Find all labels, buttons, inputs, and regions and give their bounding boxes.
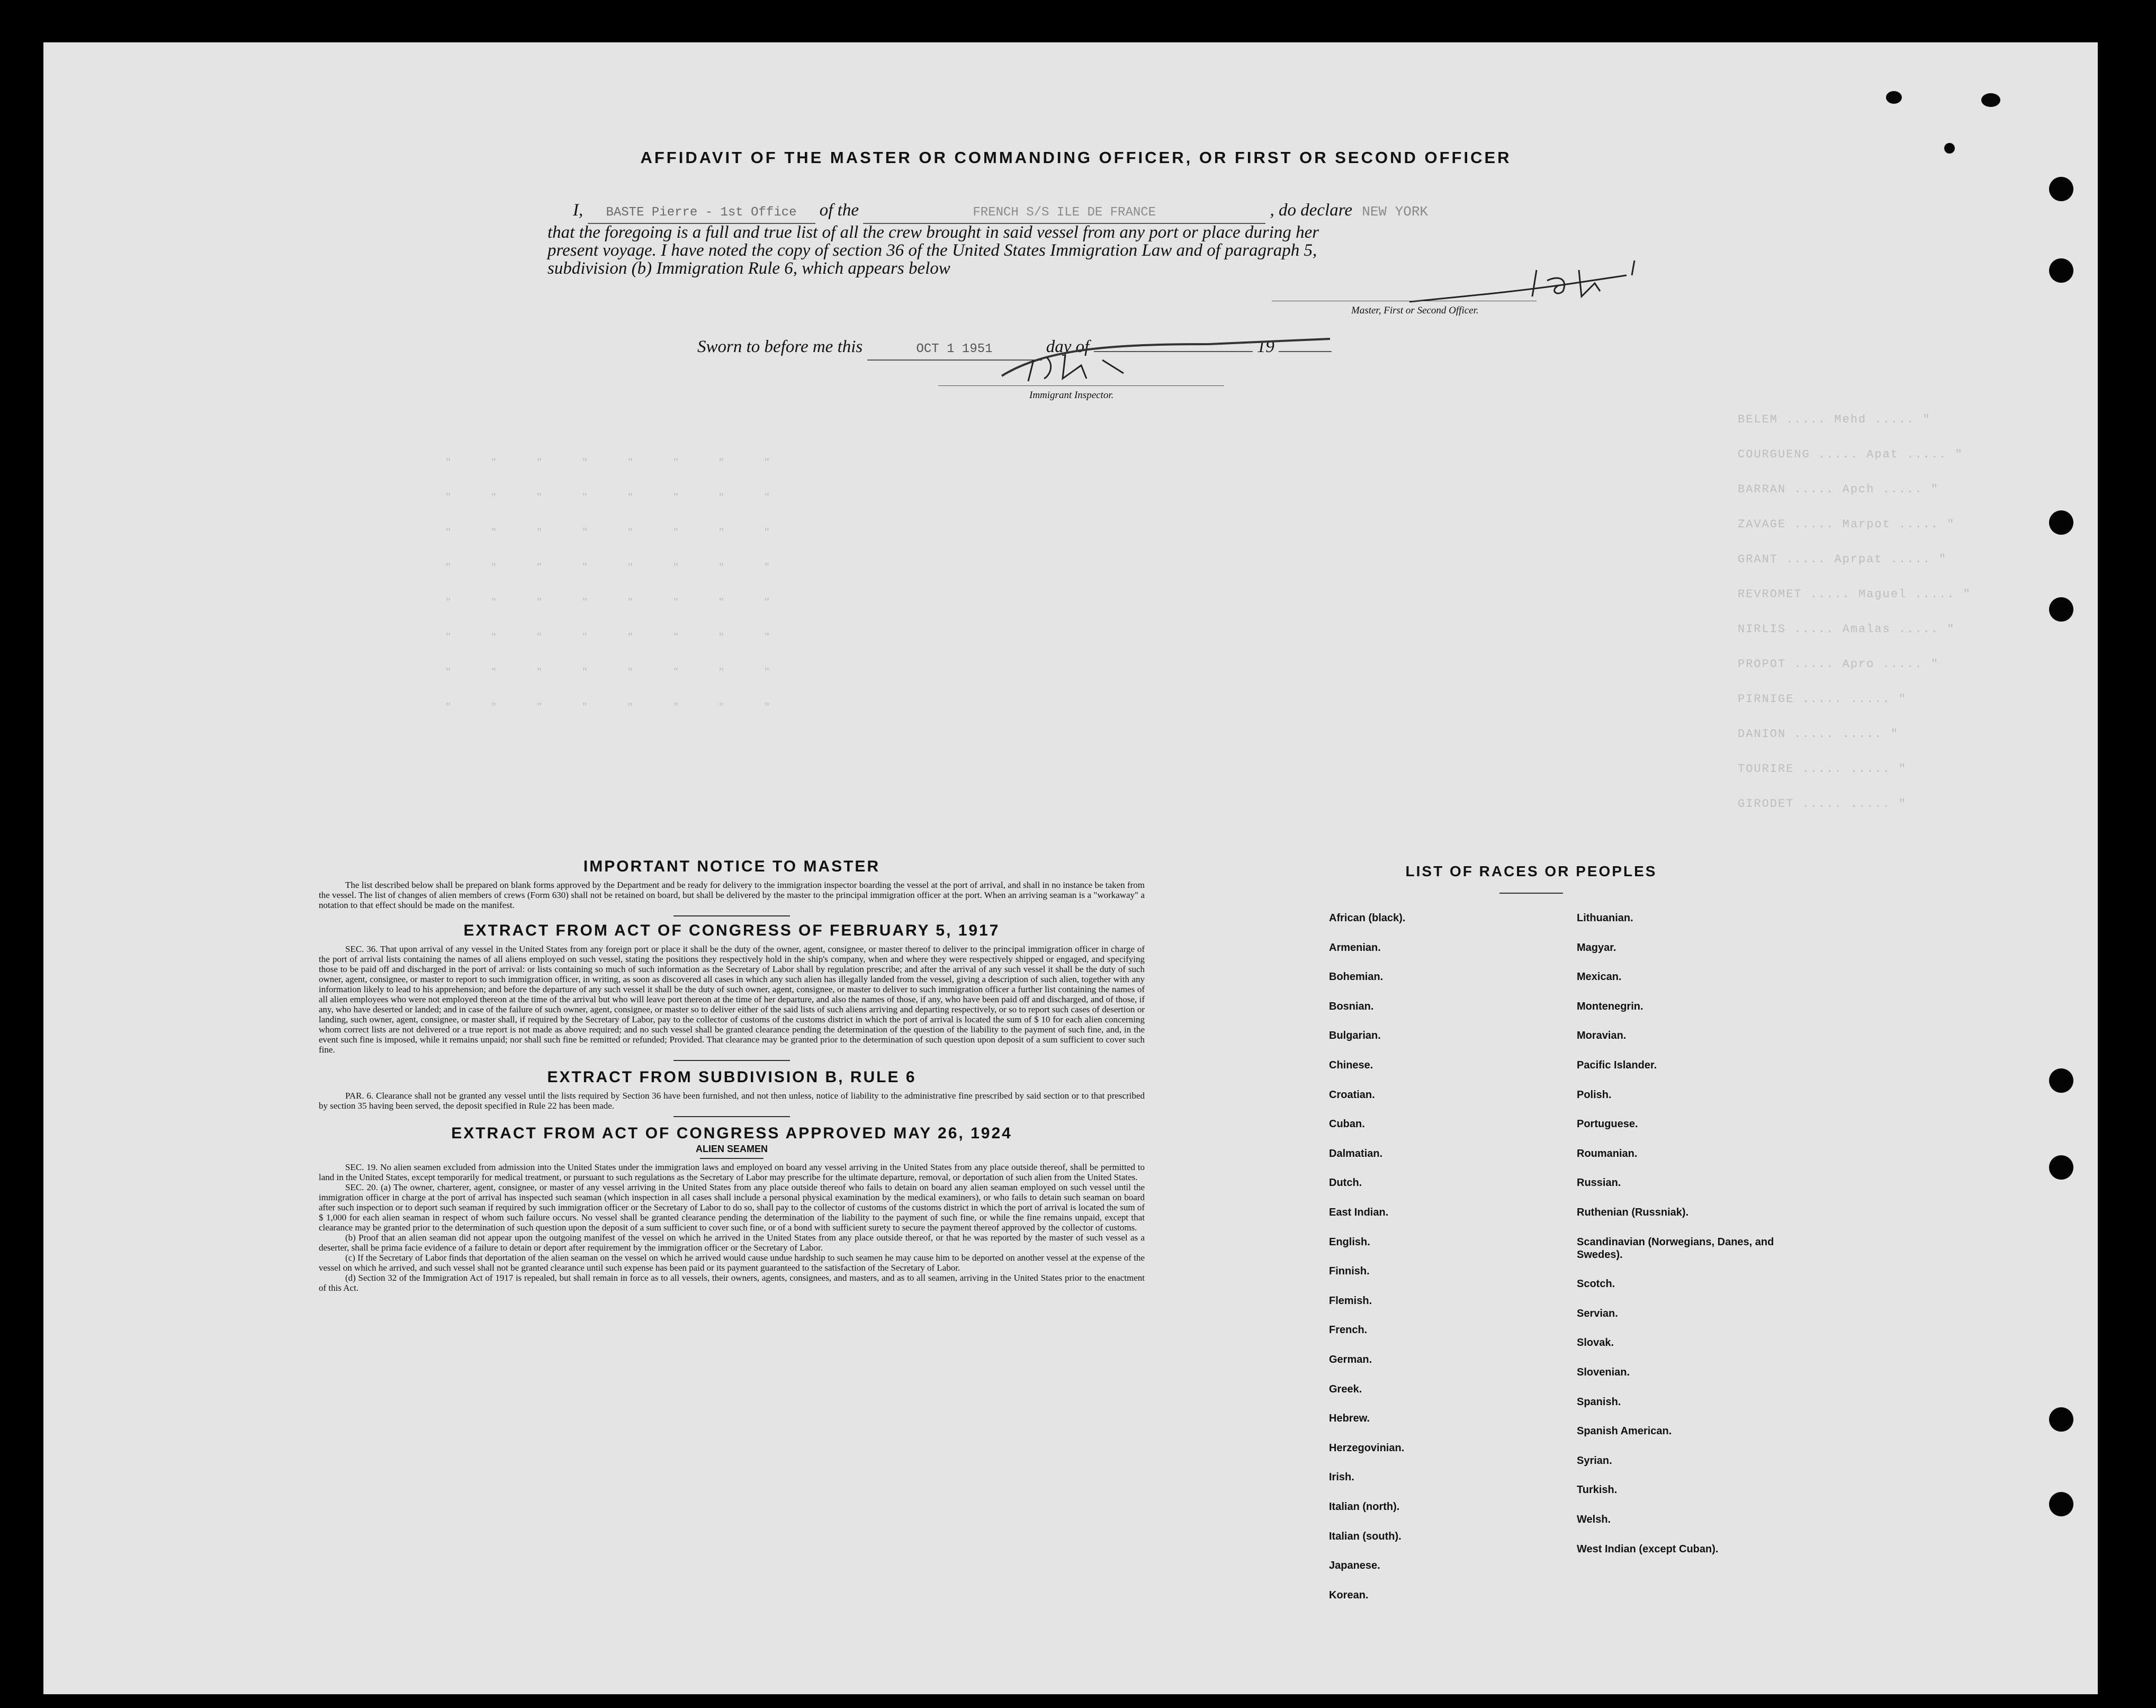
inspector-signature <box>996 328 1357 386</box>
divider <box>673 1116 790 1117</box>
race-item: East Indian. <box>1329 1207 1389 1218</box>
affidavit-line-4: subdivision (b) Immigration Rule 6, which appears below <box>547 259 950 278</box>
race-item: African (black). <box>1329 912 1406 924</box>
vessel-name-typed: FRENCH S/S ILE DE FRANCE <box>863 203 1265 224</box>
sworn-prefix: Sworn to before me this <box>697 337 863 356</box>
race-item: Italian (south). <box>1329 1530 1402 1542</box>
race-item: Slovak. <box>1577 1337 1614 1349</box>
race-item: French. <box>1329 1324 1368 1336</box>
race-item: Welsh. <box>1577 1514 1611 1525</box>
divider <box>673 1060 790 1061</box>
inspector-signature-line <box>938 385 1224 386</box>
subtitle-rule <box>700 1158 763 1159</box>
sworn-day-of: day of <box>1046 337 1090 356</box>
ink-spot <box>1981 93 2000 107</box>
extract-1917-title: EXTRACT FROM ACT OF CONGRESS OF FEBRUARY 5, 1917 <box>463 922 1000 939</box>
sworn-year: 19 <box>1256 337 1274 356</box>
race-item: Chinese. <box>1329 1059 1373 1071</box>
punch-hole <box>2049 1155 2073 1180</box>
race-item: Turkish. <box>1577 1484 1618 1496</box>
race-item: Syrian. <box>1577 1454 1612 1467</box>
race-item: Bosnian. <box>1329 1000 1374 1012</box>
race-item: Irish. <box>1329 1471 1354 1484</box>
bleed-through-text: BELEM ..... Mehd ..... " COURGUENG ..... Apat ..... " BARRAN ..... Apch ..... " ZAVAGE ..... Marpot ..... " GRANT ..... Aprpat ..... " REVROMET ..... Maguel ..... " NIRLIS ..... Amalas ..... " PROPOT ..... Apro ..... " PIRNIGE ..... ..... " DANION ..... ..... " TOURIRE ..... ..... " GIRODET ..... ..... " <box>1738 413 1971 811</box>
ink-spot <box>1944 143 1955 154</box>
race-item: Cuban. <box>1329 1118 1365 1130</box>
affidavit-i: I, <box>573 201 583 220</box>
extract-1924-title: EXTRACT FROM ACT OF CONGRESS APPROVED MAY 26, 1924 <box>451 1125 1012 1142</box>
race-item: Moravian. <box>1577 1030 1627 1042</box>
race-item: Dalmatian. <box>1329 1147 1383 1159</box>
race-item: Portuguese. <box>1577 1118 1638 1130</box>
race-item: Roumanian. <box>1577 1147 1638 1159</box>
race-item: Hebrew. <box>1329 1413 1370 1425</box>
extract-1924-subtitle: ALIEN SEAMEN <box>695 1144 768 1154</box>
race-item: Flemish. <box>1329 1295 1372 1307</box>
faint-column-dots: " " " " " " " " " " " " " " " " " " " " " " " " " " " " " " " " " " " " " " " " " " " " " " " " " " " " " " " " " " " " " " " " <box>446 455 770 713</box>
race-item: Servian. <box>1577 1307 1618 1319</box>
race-item: Lithuanian. <box>1577 912 1633 924</box>
race-item: Scandinavian (Norwegians, Danes, and Swedes). <box>1577 1236 1774 1261</box>
affidavit-line-1 <box>573 200 1685 224</box>
punch-hole <box>2049 1492 2073 1516</box>
race-item: Polish. <box>1577 1089 1612 1101</box>
race-item: Croatian. <box>1329 1089 1375 1101</box>
race-item: Herzegovinian. <box>1329 1442 1405 1454</box>
race-item: English. <box>1329 1236 1370 1248</box>
inspector-label: Immigrant Inspector. <box>1029 390 1114 401</box>
punch-hole <box>2049 510 2073 535</box>
race-item: Bohemian. <box>1329 971 1384 983</box>
punch-hole <box>2049 258 2073 283</box>
punch-hole <box>2049 1068 2073 1093</box>
races-title: LIST OF RACES OR PEOPLES <box>1405 863 1657 879</box>
punch-hole <box>2049 597 2073 622</box>
race-item: Montenegrin. <box>1577 1000 1643 1012</box>
race-item: Greek. <box>1329 1383 1362 1395</box>
extract-1917-body: SEC. 36. That upon arrival of any vessel in the United States from any foreign port or place it shall be the duty of the owner, agent, consignee, or master thereof to deliver to the principal immigration officer in charge of the port of arrival lists containing the names of all aliens employed on such vessel, stating the positions they respectively hold in the ship's company, when and where they were respectively shipped or engaged, and specifying those to be paid off and discharged in the port of arrival: or lists containing so much of such information as the Secretary of Labor shall by regulation prescribe; and after the arrival of any such vessel it shall be the duty of such owner, agent, consignee, or master to report to such immigration officer, in writing, as soon as discovered all cases in which any such alien has illegally landed from the vessel, giving a description of such alien, together with any information likely to lead to his apprehension; and before the departure of any such vessel it shall be the duty of such owner, agent, consignee, or master to deliver to such immigration officer a further list containing the names of all alien employees who were not employed thereon at the time of the arrival but who will leave port thereon at the time of her departure, and also the names of those, if any, who have been paid off and discharged, and of those, if any, who have deserted or landed; and in case of the failure of such owner, agent, consignee, or master so to deliver either of the said lists of such aliens arriving and departing respectively, or so to report such cases of desertion or landing, such owner, agent, consignee, or master shall, if required by the Secretary of Labor, pay to the collector of customs of the customs district in which the port of arrival is located the sum of $ 10 for each alien concerning whom correct lists are not delivered or a true report is not made as above required; and no such vessel shall be granted clearance pending the determination of the question of the liability to the payment of such fine, and, in the event such fine is imposed, while it remains unpaid; nor shall such fine be remitted or refunded; Provided. That clearance may be granted prior to the determination of such question upon deposit of a sum sufficient to cover such fine. <box>319 944 1145 1055</box>
race-item: Armenian. <box>1329 941 1381 954</box>
race-item: Dutch. <box>1329 1177 1362 1189</box>
race-item: Spanish American. <box>1577 1425 1672 1437</box>
race-item: Russian. <box>1577 1177 1621 1189</box>
affidavit-title: AFFIDAVIT OF THE MASTER OR COMMANDING OFFICER, OR FIRST OR SECOND OFFICER <box>640 148 1512 167</box>
race-item: Magyar. <box>1577 941 1616 954</box>
officer-name-typed: BASTE Pierre - 1st Office <box>588 203 815 224</box>
punch-hole <box>2049 1407 2073 1432</box>
affidavit-do-declare: , do declare <box>1270 201 1352 220</box>
race-item: Italian (north). <box>1329 1501 1400 1513</box>
extract-1924-sec19: SEC. 19. No alien seamen excluded from admission into the United States under the immigration laws and employed on board any vessel arriving in the United States from any place outside thereof, shall be permitted to land in the United States, except temporarily for medical treatment, or pursuant to such regulations as the Secretary of Labor may prescribe for the ultimate departure, removal, or deportation of such alien from the United States. <box>319 1162 1145 1182</box>
extract-rule6-title: EXTRACT FROM SUBDIVISION B, RULE 6 <box>547 1068 917 1086</box>
extract-1924-sec20c: (c) If the Secretary of Labor finds that deportation of the alien seaman on the vessel on which he arrived would cause undue hardship to such seamen he may cause him to be deported on another vessel at the expense of the vessel on which he arrived, and such vessel shall not be granted clearance until such expense has been paid or its payment guaranteed to the satisfaction of the Secretary of Labor. <box>319 1253 1145 1273</box>
sworn-date-stamp: OCT 1 1951 <box>916 342 993 356</box>
extract-1924-sec20b: (b) Proof that an alien seaman did not appear upon the outgoing manifest of the vessel on which he arrived in the United States from any place outside thereof, or that he was reported by the master of such vessel as a deserter, shall be prima facie evidence of a failure to detain or deport after requirement by the immigration officer or the Secretary of Labor. <box>319 1233 1145 1253</box>
races-title-rule <box>1499 893 1563 894</box>
port-stamp: NEW YORK <box>1362 204 1429 220</box>
race-item: Pacific Islander. <box>1577 1059 1657 1071</box>
race-item: Spanish. <box>1577 1396 1621 1408</box>
divider <box>673 915 790 916</box>
punch-hole <box>2049 177 2073 201</box>
extract-1924-sec20d: (d) Section 32 of the Immigration Act of 1917 is repealed, but shall remain in force as to all vessels, their owners, agents, consignees, and masters, and as to all seamen, arriving in the United States prior to the enactment of this Act. <box>319 1273 1145 1293</box>
affidavit-line-2: that the foregoing is a full and true list of all the crew brought in said vessel from any port or place during her <box>547 223 1319 242</box>
notice-title: IMPORTANT NOTICE TO MASTER <box>583 858 881 875</box>
ink-spot <box>1886 91 1902 104</box>
race-item: Japanese. <box>1329 1560 1380 1572</box>
race-item: Bulgarian. <box>1329 1030 1381 1042</box>
extract-1924-sec20a: SEC. 20. (a) The owner, charterer, agent, consignee, or master of any vessel arriving in the United States from any place outside thereof who fails to detain on board any alien seaman employed on such vessel until the immigration officer in charge at the port of arrival has inspected such seaman (which inspection in all cases shall include a personal physical examination by the medical examiners), or who fails to detain such seaman on board after such inspection or to deport such seaman if required by such immigration officer or the Secretary of Labor to do so, shall pay to the collector of customs of the customs district in which the port of arrival is located the sum of $ 1,000 for each alien seaman in respect of whom such failure occurs. No vessel shall be granted clearance pending the determination of the liability to the payment of such fine, or while the fine remains unpaid, except that clearance may be granted prior to the determination of such question upon the deposit of a sum sufficient to cover such fine, or of a bond with sufficient surety to secure the payment thereof approved by the collector of customs. <box>319 1182 1145 1233</box>
race-item: Scotch. <box>1577 1278 1615 1290</box>
race-item: Korean. <box>1329 1589 1369 1601</box>
officer-label: Master, First or Second Officer. <box>1351 305 1479 316</box>
left-column <box>319 858 1145 1293</box>
race-item: Slovenian. <box>1577 1367 1630 1378</box>
extract-rule6-body: PAR. 6. Clearance shall not be granted any vessel until the lists required by Section 36 have been furnished, and not then unless, notice of liability to the administrative fine prescribed by said section or to that prescribed by section 35 having been served, the deposit specified in Rule 22 has been made. <box>319 1091 1145 1111</box>
notice-body: The list described below shall be prepared on blank forms approved by the Department and be ready for delivery to the immigration inspector boarding the vessel at the port of arrival, and shall in no instance be taken from the vessel. The list of changes of alien members of crews (Form 630) shall not be retained on board, but shall be delivered by the master to the principal immigration officer at the port. When an arriving seaman is a "workaway" a notation to that effect should be made on the manifest. <box>319 880 1145 910</box>
race-item: Ruthenian (Russniak). <box>1577 1207 1689 1218</box>
affidavit-line-3: present voyage. I have noted the copy of section 36 of the United States Immigration Law and of paragraph 5, <box>547 241 1317 260</box>
race-item: Finnish. <box>1329 1265 1370 1278</box>
affidavit-of-the: of the <box>819 201 859 220</box>
race-item: West Indian (except Cuban). <box>1577 1543 1719 1555</box>
race-item: Mexican. <box>1577 971 1622 983</box>
document-page <box>43 42 2098 1694</box>
race-item: German. <box>1329 1354 1372 1365</box>
